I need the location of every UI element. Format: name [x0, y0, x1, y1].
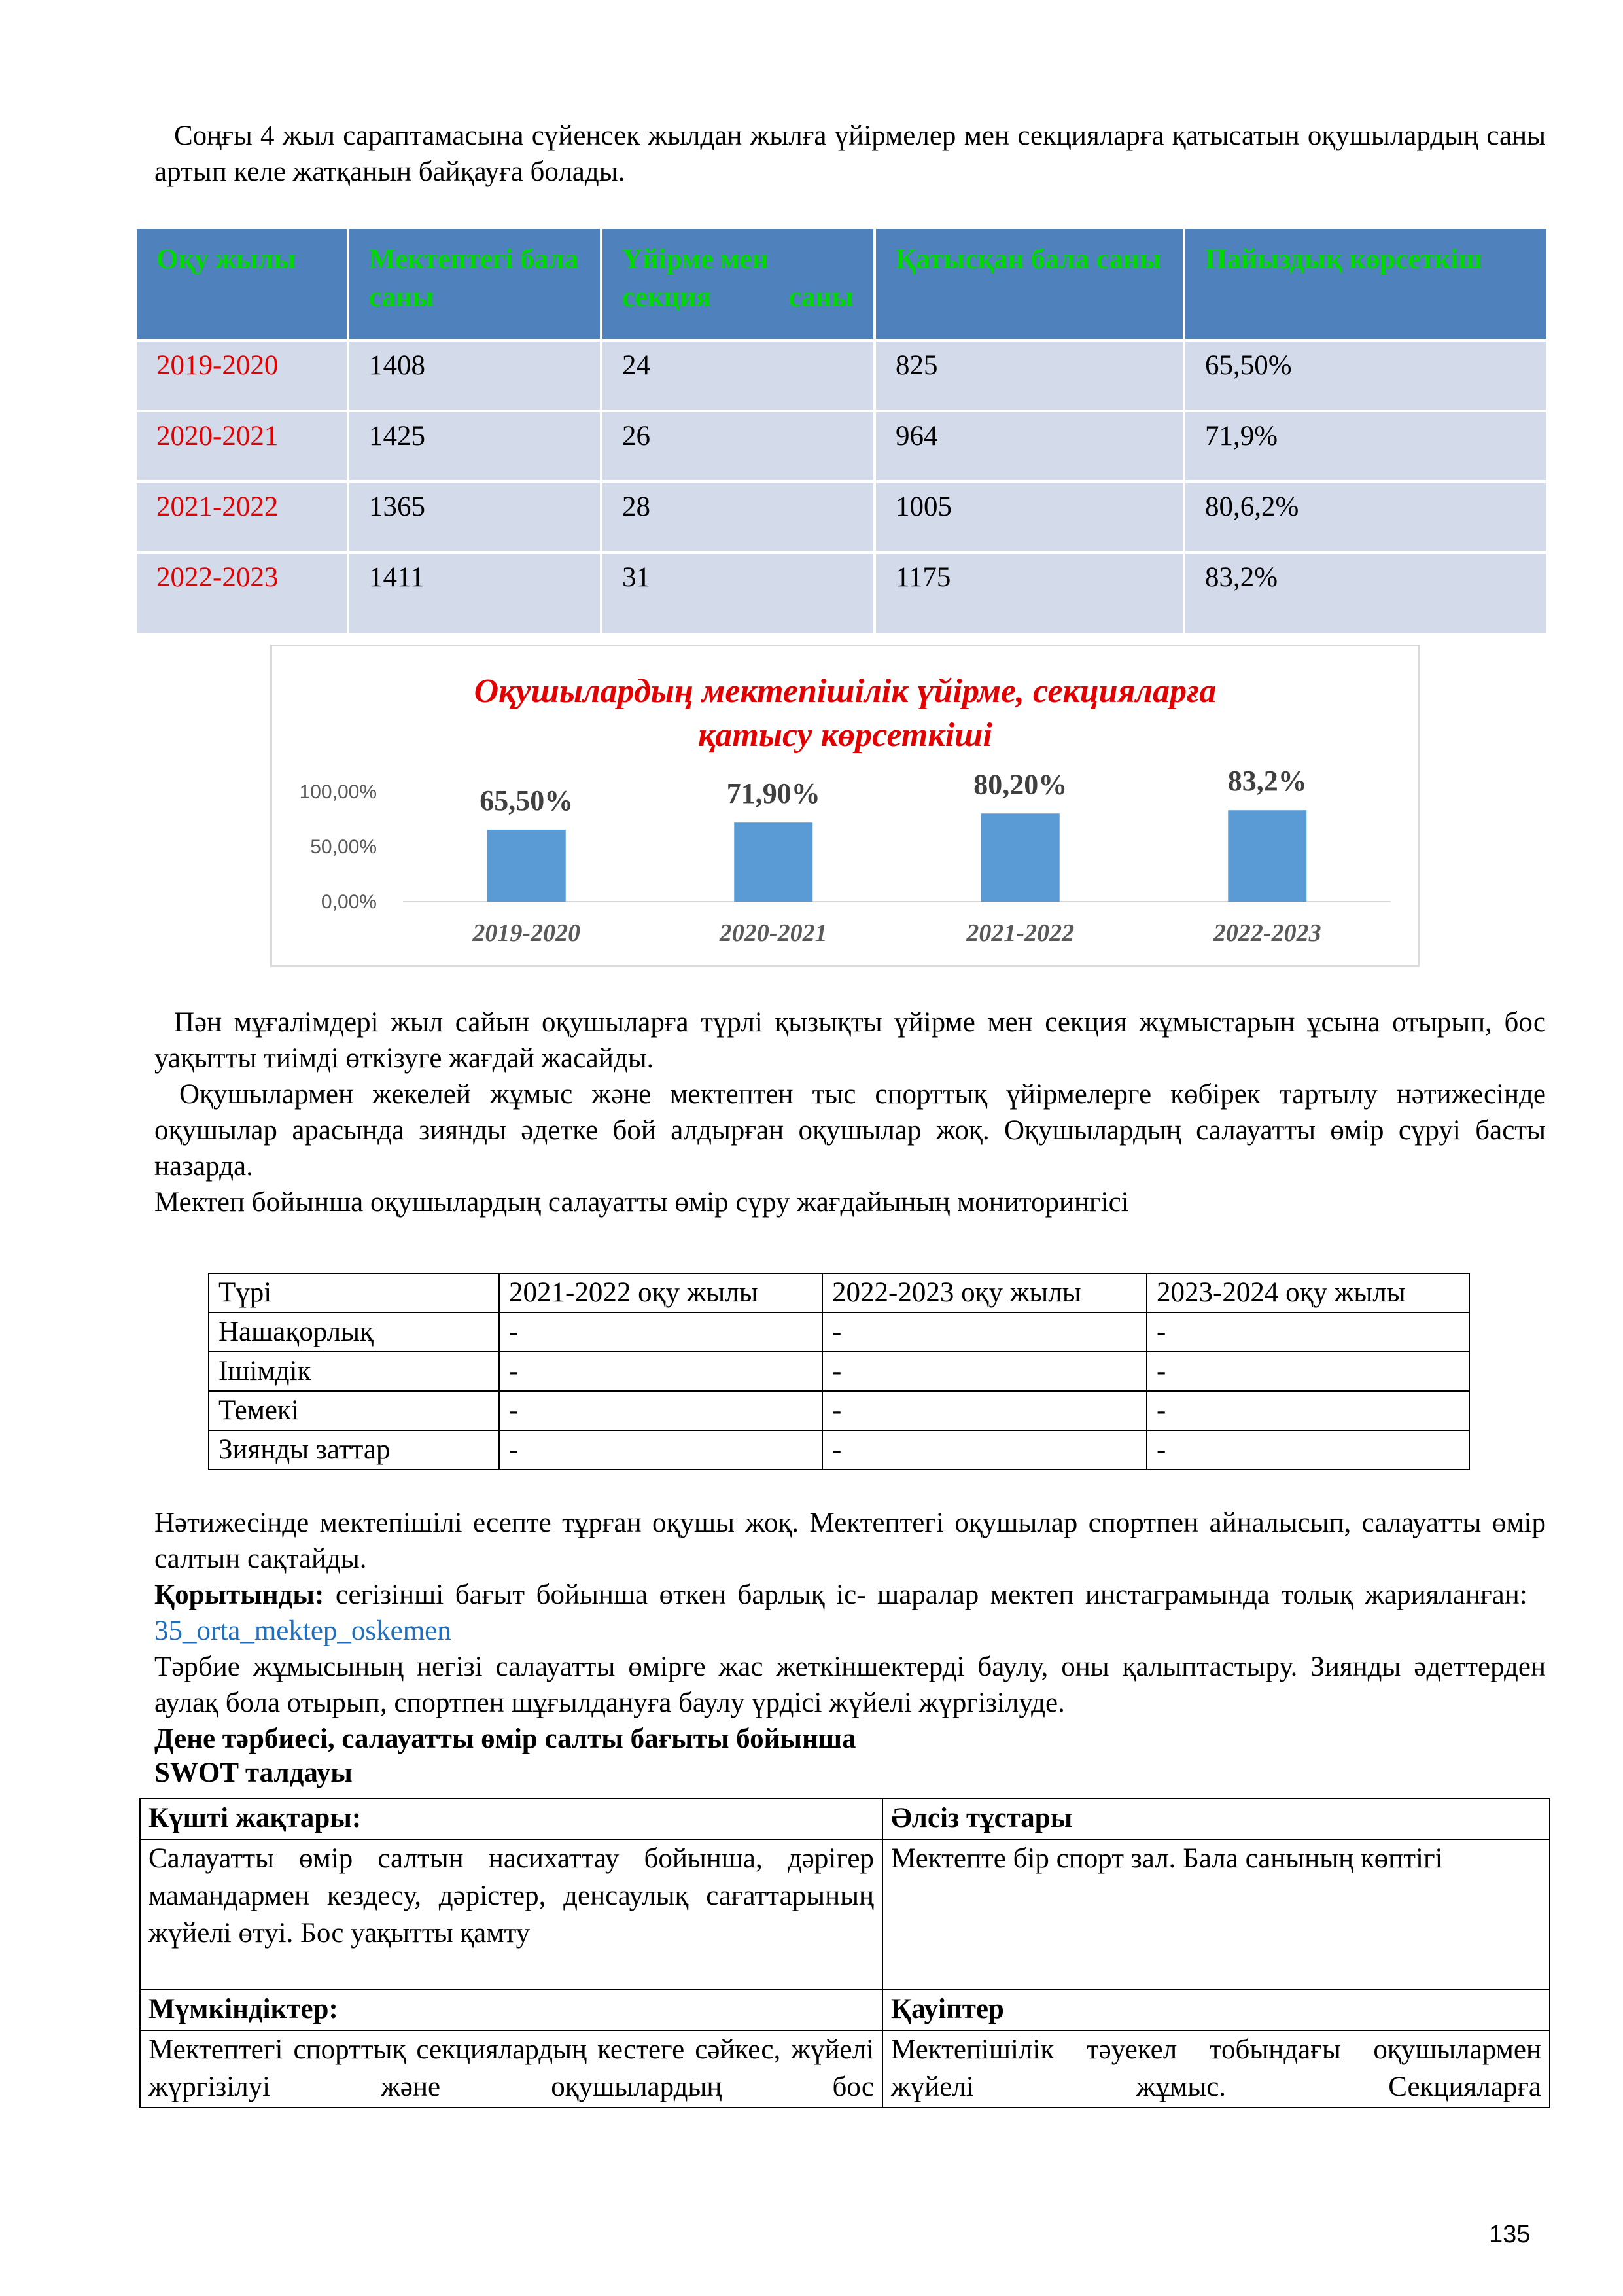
table-cell: 1411	[348, 552, 601, 635]
paragraph: Оқушылармен жекелей жұмыс және мектептен тыс спорттық үйірмелерге көбірек тартылу нәтижесінде оқушылар арасында зиянды әдетке бой алдырған оқушылар жоқ. Оқушылардың салауатты өмір сүруі басты назарда.	[154, 1079, 1546, 1182]
threats-header: Қауіптер	[882, 1990, 1550, 2030]
data-label: 71,90%	[726, 777, 820, 810]
table-cell: -	[499, 1430, 822, 1470]
table-cell: -	[822, 1352, 1147, 1391]
y-tick-label: 50,00%	[310, 836, 377, 858]
table-cell: -	[499, 1352, 822, 1391]
table-cell: 1175	[875, 552, 1184, 635]
table-cell: 31	[601, 552, 875, 635]
header-cell: 2023-2024 оқу жылы	[1147, 1273, 1469, 1313]
monitoring-table	[208, 1273, 1470, 1470]
intro-text: Соңғы 4 жыл сараптамасына сүйенсек жылдан жылға үйірмелер мен секцияларға қатысатын оқушылардың саны артып келе жатқанын байқауға болады.	[154, 120, 1546, 187]
table-cell: -	[499, 1313, 822, 1352]
participation-chart	[270, 645, 1420, 967]
paragraph: Мектеп бойынша оқушылардың салауатты өмір сүру жағдайының мониторингісі	[154, 1187, 1129, 1218]
body-text-block	[154, 1004, 1546, 1220]
header-cell: Қатысқан бала саны	[875, 228, 1184, 340]
table-cell: -	[1147, 1352, 1469, 1391]
table-row	[209, 1430, 1469, 1470]
bar	[981, 813, 1060, 902]
table-cell: 26	[601, 411, 875, 482]
table-row	[135, 482, 1547, 552]
table-cell: 71,9%	[1184, 411, 1547, 482]
table-cell: -	[822, 1391, 1147, 1430]
year-cell: 2019-2020	[135, 340, 348, 411]
table-cell: -	[1147, 1313, 1469, 1352]
strengths-header: Күшті жақтары:	[140, 1799, 882, 1839]
data-label: 65,50%	[480, 784, 574, 817]
table-cell: -	[1147, 1430, 1469, 1470]
table-row	[135, 552, 1547, 635]
weaknesses-header: Әлсіз тұстары	[882, 1799, 1550, 1839]
table-cell: -	[822, 1430, 1147, 1470]
paragraph: Пән мұғалімдері жыл сайын оқушыларға түрлі қызықты үйірме мен секция жұмыстарын ұсына отырып, бос уақытты тиімді өткізуге жағдай жасайды.	[154, 1007, 1546, 1074]
chart-title: Оқушылардың мектепішілік үйірме, секцияларға	[474, 673, 1217, 710]
table-cell: 1408	[348, 340, 601, 411]
swot-heading: SWOT талдауы	[154, 1757, 353, 1788]
bar	[734, 822, 812, 902]
chart-svg	[272, 646, 1418, 965]
table-row	[209, 1391, 1469, 1430]
participation-table	[134, 226, 1548, 636]
table-cell: Нашақорлық	[209, 1313, 499, 1352]
table-cell: -	[1147, 1391, 1469, 1430]
table-cell: Темекі	[209, 1391, 499, 1430]
table-cell: 65,50%	[1184, 340, 1547, 411]
table-cell: Ішімдік	[209, 1352, 499, 1391]
bar	[1228, 810, 1306, 902]
table-cell: -	[499, 1391, 822, 1430]
header-cell: Пайыздық көрсеткіш	[1184, 228, 1547, 340]
table-row	[135, 411, 1547, 482]
weaknesses-cell: Мектепте бір спорт зал. Бала санының көптігі	[882, 1839, 1550, 1990]
conclusion-text: сегізінші бағыт бойынша өткен барлық іс- шаралар мектеп инстаграмында толық жарияланған:	[324, 1580, 1527, 1610]
y-tick-label: 0,00%	[321, 891, 377, 913]
data-label: 80,20%	[973, 768, 1068, 801]
table-cell: 1365	[348, 482, 601, 552]
page-number: 135	[1489, 2221, 1531, 2248]
table-cell: 83,2%	[1184, 552, 1547, 635]
header-cell: Оқу жылы	[135, 228, 348, 340]
table-cell: 1425	[348, 411, 601, 482]
year-cell: 2021-2022	[135, 482, 348, 552]
paragraph: Тәрбие жұмысының негізі салауатты өмірге жас жеткіншектерді баулу, оны қалыптастыру. Зиянды әдеттерден аулақ бола отырып, спортпен шұғылдануға баулу үрдісі жүйелі жүргізілуде.	[154, 1651, 1546, 1718]
year-cell: 2020-2021	[135, 411, 348, 482]
table-cell: 1005	[875, 482, 1184, 552]
paragraph: Нәтижесінде мектепішілі есепте тұрған оқушы жоқ. Мектептегі оқушылар спортпен айналысып, салауатты өмір салтын сақтайды.	[154, 1508, 1546, 1574]
strengths-cell: Салауатты өмір салтын насихаттау бойынша, дәрігер мамандармен кездесу, дәрістер, денсаулық сағаттарының жүйелі өтуі. Бос уақытты қамту	[140, 1839, 882, 1990]
x-tick-label: 2022-2023	[1213, 919, 1321, 947]
bar	[487, 830, 566, 902]
x-tick-label: 2020-2021	[719, 919, 828, 947]
conclusion-paragraph	[154, 1577, 1546, 1649]
header-cell: Түрі	[209, 1273, 499, 1313]
lower-text-block	[154, 1505, 1546, 1790]
conclusion-label: Қорытынды:	[154, 1580, 324, 1610]
table-cell: 964	[875, 411, 1184, 482]
x-tick-label: 2019-2020	[472, 919, 581, 947]
table-row	[135, 340, 1547, 411]
header-cell: 2021-2022 оқу жылы	[499, 1273, 822, 1313]
opportunities-header: Мүмкіндіктер:	[140, 1990, 882, 2030]
instagram-link[interactable]: 35_orta_mektep_oskemen	[154, 1616, 451, 1646]
section-heading: Дене тәрбиесі, салауатты өмір салты бағыты бойынша	[154, 1723, 856, 1754]
table-row	[209, 1313, 1469, 1352]
threats-cell: Мектепішілік тәуекел тобындағы оқушылармен жүйелі жұмыс. Секцияларға	[882, 2030, 1550, 2108]
table-cell: -	[822, 1313, 1147, 1352]
opportunities-cell: Мектептегі спорттық секциялардың кестеге сәйкес, жүйелі жүргізілуі және оқушылардың бос	[140, 2030, 882, 2108]
table-row	[209, 1352, 1469, 1391]
y-tick-label: 100,00%	[299, 781, 377, 803]
header-cell: Мектептегі бала саны	[348, 228, 601, 340]
chart-title-line2: қатысу көрсеткіші	[698, 716, 992, 754]
table-cell: Зиянды заттар	[209, 1430, 499, 1470]
intro-paragraph	[154, 118, 1546, 190]
x-tick-label: 2021-2022	[966, 919, 1075, 947]
year-cell: 2022-2023	[135, 552, 348, 635]
table-header-row	[209, 1273, 1469, 1313]
header-cell: 2022-2023 оқу жылы	[822, 1273, 1147, 1313]
data-label: 83,2%	[1227, 765, 1307, 798]
table-cell: 80,6,2%	[1184, 482, 1547, 552]
table-header-row	[135, 228, 1547, 340]
swot-table	[139, 1798, 1550, 2108]
header-cell: Үйірме мен секция саны	[601, 228, 875, 340]
table-cell: 24	[601, 340, 875, 411]
table-cell: 825	[875, 340, 1184, 411]
table-cell: 28	[601, 482, 875, 552]
